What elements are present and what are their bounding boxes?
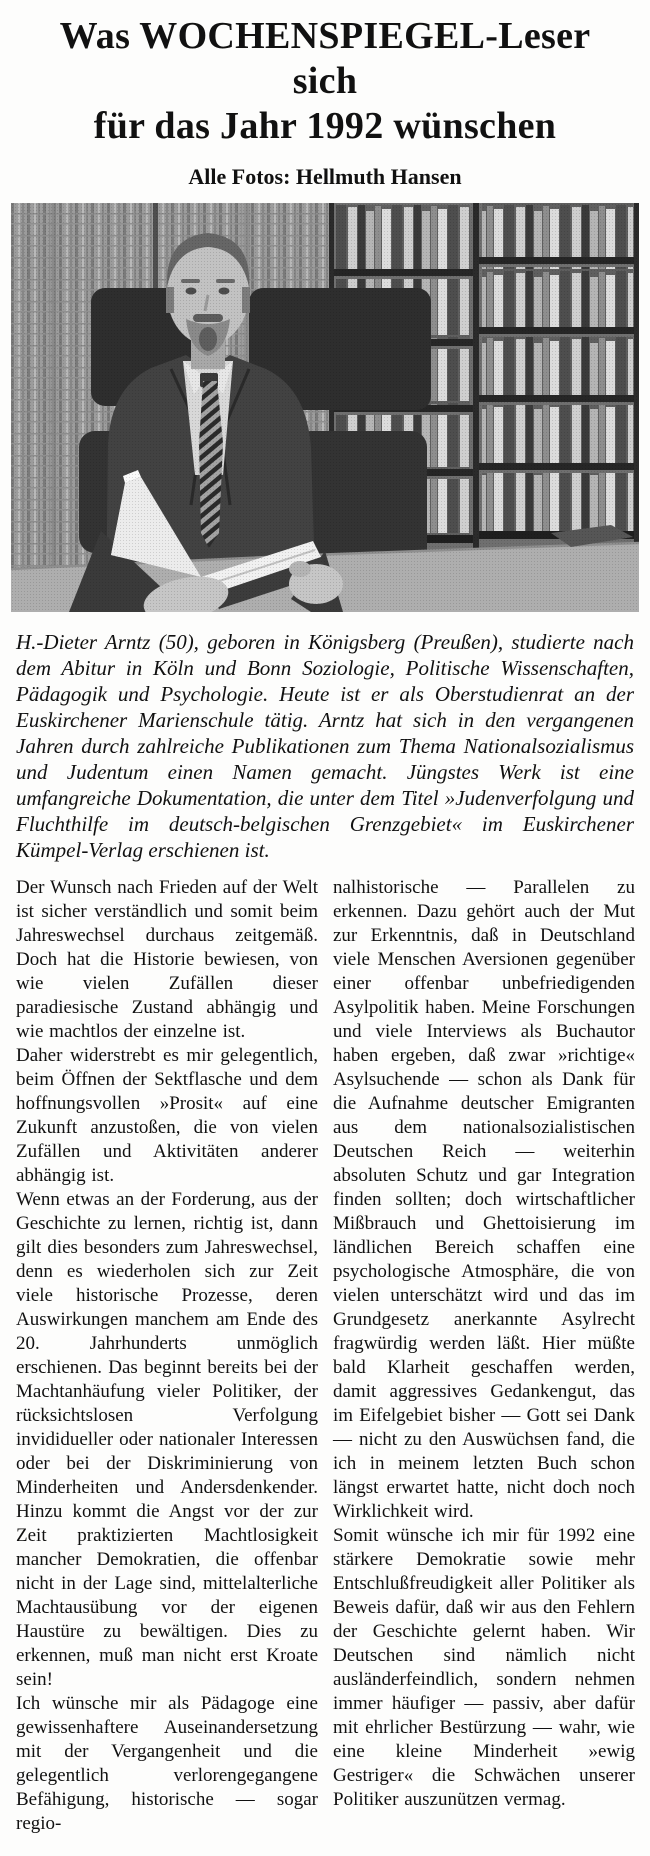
article-column-left xyxy=(16,876,318,1836)
portrait-photo-graphic xyxy=(11,203,639,612)
headline xyxy=(10,14,640,149)
article-paragraph: Wenn etwas an der Forderung, aus der Geschichte zu lernen, richtig ist, dann gilt dies besonders zum Jahreswechsel, denn es wiederholen sich zur Zeit viele historische Prozesse, deren Auswirkungen manchem am Ende des 20. Jahrhunderts unmöglich erschienen. Das beginnt bereits bei der Machtanhäufung vieler Politiker, der rücksichtslosen Verfolgung invididueller oder nationaler Interessen oder bei der Diskriminierung von Minderheiten und Andersdenkender. Hinzu kommt die Angst vor der zur Zeit praktizierten Machtlosigkeit mancher Demokratien, die offenbar nicht in der Lage sind, mittelalterliche Machtausübung vor der eigenen Haustüre zu bewältigen. Dies zu erkennen, muß man nicht erst Kroate sein! xyxy=(16,1189,318,1690)
photo-caption: H.-Dieter Arntz (50), geboren in Königsberg (Preußen), studierte nach dem Abitur in Köln und Bonn Soziologie, Politische Wissenschaften, Pädagogik und Psychologie. Heute ist er als Oberstudienrat an der Euskirchener Marienschule tätig. Arntz hat sich in den vergangenen Jahren durch zahlreiche Publikationen zum Thema Nationalsozialismus und Judentum einen Namen gemacht. Jüngstes Werk ist eine umfangreiche Dokumentation, die unter dem Titel »Judenverfolgung und Fluchthilfe im deutsch-belgischen Grenzgebiet« im Euskirchener Kümpel-Verlag erschienen ist. xyxy=(16,630,634,862)
photo-halftone-overlay xyxy=(11,203,639,612)
article-paragraph: Ich wünsche mir als Pädagoge eine gewissenhaftere Auseinandersetzung mit der Vergangenheit und die gelegentlich verlorengegangene Befähigung, historische — sogar regio- xyxy=(16,1693,318,1834)
photo-credit-line: Alle Fotos: Hellmuth Hansen xyxy=(188,164,462,189)
article-paragraph: Somit wünsche ich mir für 1992 eine stärkere Demokratie sowie mehr Entschlußfreudigkeit aller Politiker als Beweis dafür, daß wir aus den Fehlern der Geschichte gelernt haben. Wir Deutschen sind nämlich nicht ausländerfeindlich, sondern nehmen immer häufiger — passiv, aber dafür mit ehrlicher Bestürzung — wahr, wie eine kleine Minderheit »ewig Gestriger« die Schwächen unserer Politiker auszunützen vermag. xyxy=(333,1525,635,1810)
article-paragraph: Daher widerstrebt es mir gelegentlich, beim Öffnen der Sektflasche und dem hoffnungsvollen »Prosit« auf eine Zukunft anzustoßen, die von vielen Zufällen und Aktivitäten anderer abhängig ist. xyxy=(16,1045,318,1186)
article-body xyxy=(16,876,635,1836)
article-paragraph: nalhistorische — Parallelen zu erkennen. Dazu gehört auch der Mut zur Erkenntnis, daß in Deutschland viele Menschen Aversionen gegenüber einer offenbar unbefriedigenden Asylpolitik haben. Meine Forschungen und viele Interviews als Buchautor haben ergeben, daß zwar »richtige« Asylsuchende — schon als Dank für die Aufnahme deutscher Emigranten aus dem nationalsozialistischen Deutschen Reich — weiterhin absoluten Schutz und gar Integration finden sollten; doch wirtschaftlicher Mißbrauch und Ghettoisierung im ländlichen Bereich schaffen eine psychologische Atmosphäre, die von vielen unterschätzt wird und das im Grundgesetz anerkannte Asylrecht fragwürdig werden läßt. Hier müßte bald Klarheit geschaffen werden, damit aggressives Gedankengut, das im Eifelgebiet bisher — Gott sei Dank — nicht zu den Auswüchsen fand, die ich in meinem letzten Buch schon längst erwartet hatte, nicht doch noch Wirklichkeit wird. xyxy=(333,877,635,1522)
headline-line-2: sich xyxy=(292,60,358,102)
article-column-right xyxy=(333,876,635,1836)
headline-line-3: für das Jahr 1992 wünschen xyxy=(93,105,557,147)
article-paragraph: Der Wunsch nach Frieden auf der Welt ist sicher verständlich und somit beim Jahreswechsel durchaus zeitgemäß. Doch hat die Historie bewiesen, von wie vielen Zufällen dieser paradiesische Zustand abhängig und wie machtlos der einzelne ist. xyxy=(16,877,318,1042)
portrait-photo xyxy=(11,203,639,612)
headline-line-1: Was WOCHENSPIEGEL-Leser xyxy=(59,15,591,57)
